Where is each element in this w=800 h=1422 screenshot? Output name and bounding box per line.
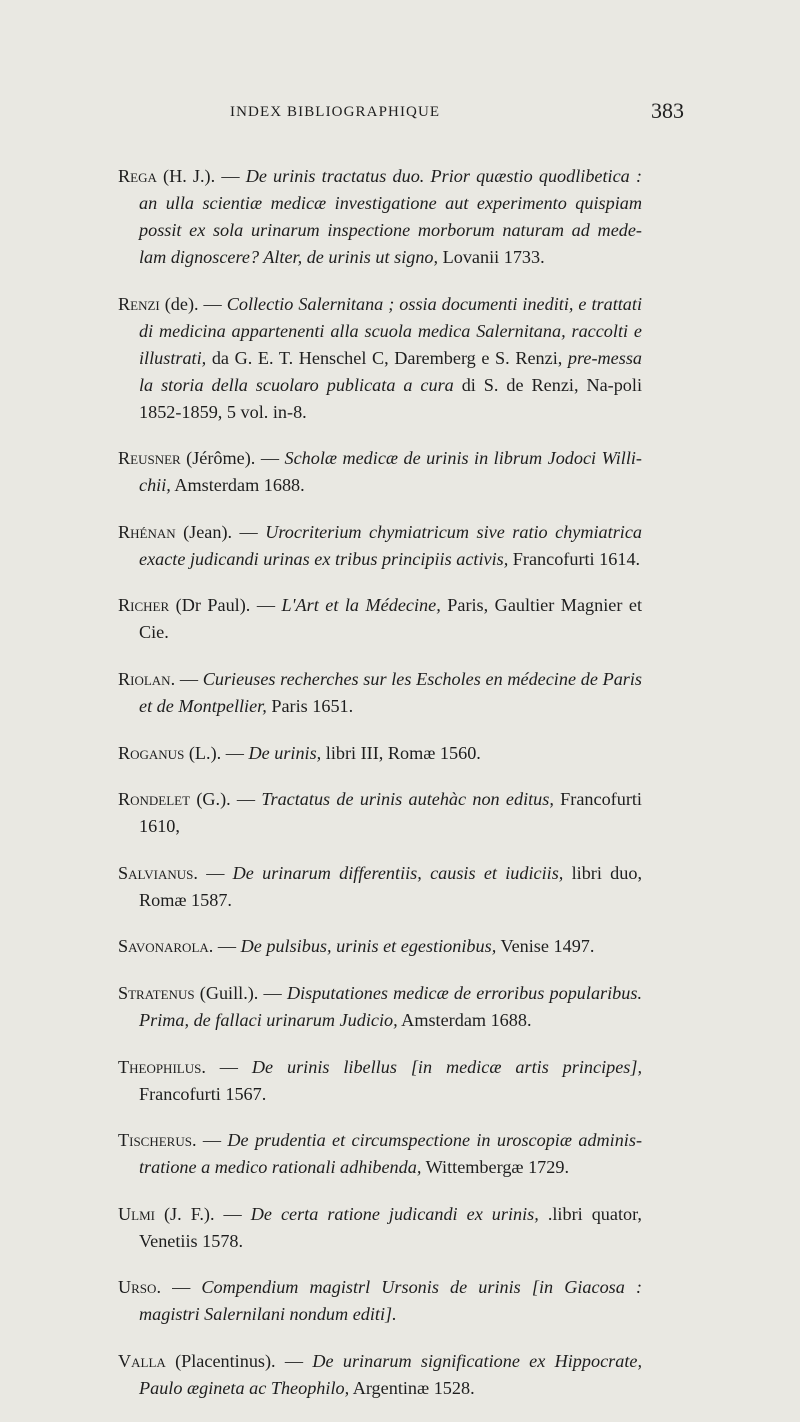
- entry-author: Stratenus: [118, 982, 195, 1003]
- entry-imprint-continued: di S. de Renzi, Na-poli 1852-1859, 5 vol. in-8.: [139, 374, 642, 422]
- entry-imprint: Argentinæ 1528.: [349, 1377, 475, 1398]
- entry-imprint: Francofurti 1614.: [508, 548, 641, 569]
- entry-imprint: Paris 1651.: [266, 695, 354, 716]
- bibliography-entry: [118, 291, 642, 426]
- entry-author: Richer: [118, 595, 170, 616]
- entry-author: Rhénan: [118, 521, 176, 542]
- bibliography-entry: [118, 740, 642, 767]
- entry-title: De prudentia et circumspectione in uroscopiæ adminis-tratione a medico rationali adhibenda,: [139, 1130, 642, 1178]
- entry-title: Urocriterium chymiatricum sive ratio chymiatrica exacte judicandi urinas ex tribus principiis activis,: [139, 521, 642, 569]
- entry-title: Compendium magistrl Ursonis de urinis [in Giacosa : magistri Salernilani nondum editi].: [139, 1277, 643, 1325]
- entry-title: Tractatus de urinis autehàc non editus,: [261, 789, 554, 810]
- entry-author: Theophilus: [118, 1056, 202, 1077]
- page-header: [112, 98, 684, 128]
- bibliography-entry: [118, 1201, 642, 1255]
- entry-title: Collectio Salernitana ; ossia documenti inediti, e trattati di medicina appartenenti alla scuola medica Salernitana, raccolti e illustrati,: [139, 293, 643, 368]
- entry-author-detail: (G.). —: [190, 789, 262, 810]
- entry-title-continued: pre-messa la storia della scuolaro publicata a cura: [139, 347, 642, 395]
- entry-author: Renzi: [118, 293, 160, 314]
- entry-imprint: Francofurti 1610,: [139, 789, 642, 837]
- entry-author: Riolan: [118, 668, 171, 689]
- entry-imprint: Venise 1497.: [496, 936, 595, 957]
- entry-author-detail: (L.). —: [184, 742, 249, 763]
- entry-author-detail: . —: [191, 1130, 228, 1151]
- entry-title: De urinis libellus [in medicæ artis principes],: [251, 1056, 642, 1077]
- bibliography-entry: [118, 933, 642, 960]
- entry-title: Scholæ medicæ de urinis in librum Jodoci Willi-chii,: [139, 448, 642, 496]
- bibliography-entry: [118, 592, 642, 646]
- entry-author-detail: (Guill.). —: [194, 982, 287, 1003]
- entry-author: Reusner: [118, 448, 181, 469]
- entry-title: De urinarum differentiis, causis et iudiciis,: [232, 862, 564, 883]
- entry-imprint: Lovanii 1733.: [438, 247, 545, 267]
- entry-imprint: libri duo, Romæ 1587.: [139, 862, 643, 910]
- bibliography-entry: [118, 1348, 642, 1402]
- entry-title: De pulsibus, urinis et egestionibus,: [240, 936, 497, 957]
- entry-author-detail: (de). —: [159, 293, 227, 314]
- bibliography-entry: [118, 445, 642, 499]
- entry-author-detail: . —: [170, 668, 203, 689]
- entry-title: De certa ratione judicandi ex urinis,: [250, 1203, 539, 1224]
- entry-imprint: Francofurti 1567.: [139, 1083, 267, 1104]
- entry-author: Rega: [118, 166, 157, 186]
- entry-author-detail: . —: [156, 1277, 202, 1298]
- entry-author-detail: . —: [208, 936, 241, 957]
- entry-imprint: Amsterdam 1688.: [170, 475, 305, 496]
- entry-author-detail: (J. F.). —: [154, 1203, 251, 1224]
- entry-imprint: Amsterdam 1688.: [397, 1009, 532, 1030]
- bibliography-entry: [118, 786, 642, 840]
- entry-title: Curieuses recherches sur les Escholes en médecine de Paris et de Montpellier,: [139, 668, 643, 716]
- entry-author-detail: . —: [193, 862, 233, 883]
- bibliography-entry: [118, 666, 642, 720]
- bibliography-entry: [118, 860, 642, 914]
- entry-title: De urinis,: [248, 742, 322, 763]
- entry-imprint: da G. E. T. Henschel C, Daremberg e S. Renzi,: [206, 347, 568, 368]
- entry-author: Savonarola: [118, 936, 209, 957]
- entry-imprint: libri III, Romæ 1560.: [321, 742, 481, 763]
- entry-author-detail: (Jérôme). —: [180, 448, 285, 469]
- bibliography-entry: [118, 1054, 642, 1108]
- entry-author: Ulmi: [118, 1203, 155, 1224]
- entry-author: Roganus: [118, 742, 185, 763]
- entry-imprint: Paris, Gaultier Magnier et Cie.: [139, 595, 643, 643]
- entry-author: Valla: [118, 1350, 166, 1371]
- entry-title: L'Art et la Médecine,: [281, 595, 441, 616]
- running-title: INDEX BIBLIOGRAPHIQUE: [230, 104, 441, 120]
- page-number: 383: [651, 98, 684, 123]
- entry-author: Urso: [118, 1277, 157, 1298]
- entry-imprint: Wittembergæ 1729.: [421, 1157, 570, 1178]
- bibliography-list: [118, 163, 642, 1422]
- bibliography-entry: [118, 163, 642, 271]
- entry-title: Disputationes medicæ de erroribus popularibus. Prima, de fallaci urinarum Judicio,: [139, 982, 642, 1030]
- bibliography-entry: [118, 519, 642, 573]
- bibliography-entry: [118, 1274, 642, 1328]
- bibliography-entry: [118, 980, 642, 1034]
- entry-author-detail: (Placentinus). —: [165, 1350, 313, 1371]
- entry-author-detail: (Dr Paul). —: [169, 595, 282, 616]
- entry-title: De urinis tractatus duo. Prior quæstio quodlibetica : an ulla scientiæ medicæ investigatione aut experimento quispiam possit ex sola urinarum inspectione morborum naturam ad mede-lam dignoscere? Alter, de urinis ut signo,: [139, 166, 642, 267]
- entry-imprint: .libri quator, Venetiis 1578.: [139, 1203, 642, 1251]
- entry-author-detail: . —: [201, 1056, 252, 1077]
- entry-title: De urinarum significatione ex Hippocrate, Paulo ægineta ac Theophilo,: [139, 1350, 643, 1398]
- entry-author-detail: (Jean). —: [175, 521, 266, 542]
- entry-author-detail: (H. J.). —: [156, 166, 246, 186]
- entry-author: Salvianus: [118, 862, 194, 883]
- entry-author: Tischerus: [118, 1130, 192, 1151]
- entry-author: Rondelet: [118, 789, 191, 810]
- bibliography-entry: [118, 1127, 642, 1181]
